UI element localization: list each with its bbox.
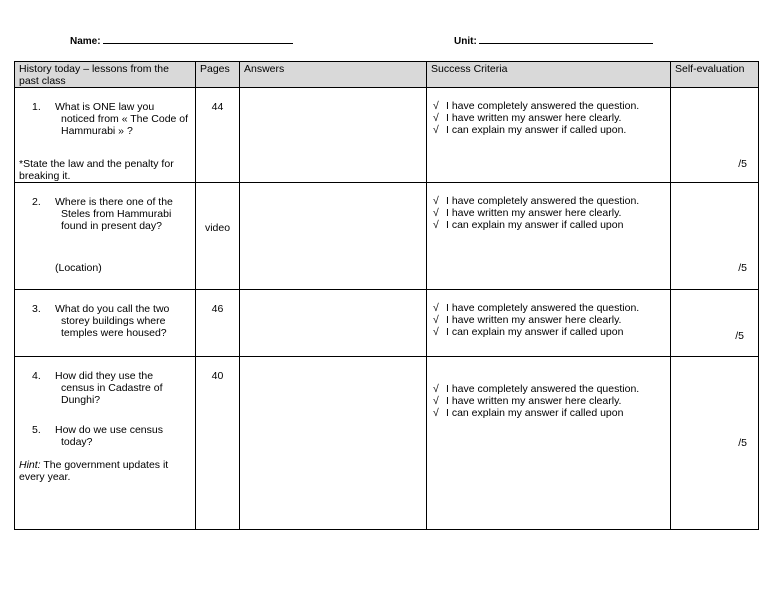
score-label: /5 — [738, 262, 747, 274]
checkmark-icon: √ — [433, 124, 439, 136]
self-eval-cell[interactable] — [671, 88, 759, 183]
criteria-cell — [427, 290, 671, 357]
question-note: *State the law and the penalty for breaking it. — [19, 158, 174, 182]
question-text: Where is there one of the Steles from Hammurabi found in present day? — [55, 196, 173, 232]
criterion: √ I have completely answered the question. — [433, 195, 640, 207]
hint-text: The government updates it every year. — [19, 459, 169, 483]
question-number: 2. — [32, 196, 41, 208]
criterion: √ I have written my answer here clearly. — [433, 395, 622, 407]
self-eval-cell[interactable] — [671, 290, 759, 357]
checkmark-icon: √ — [433, 195, 439, 207]
pages-header: Pages — [196, 62, 240, 88]
answers-header: Answers — [240, 62, 427, 88]
hint — [19, 459, 191, 483]
criterion: √ I have completely answered the question. — [433, 302, 640, 314]
criterion: √ I can explain my answer if called upon. — [433, 124, 627, 136]
table-row — [15, 290, 759, 357]
checkmark-icon: √ — [433, 407, 439, 419]
question-item — [32, 196, 189, 232]
pages-value: 46 — [211, 303, 224, 315]
checkmark-icon: √ — [433, 219, 439, 231]
question-cell — [15, 290, 196, 357]
criteria-cell — [427, 88, 671, 183]
worksheet-table — [14, 61, 759, 530]
checkmark-icon: √ — [433, 207, 439, 219]
question-text: What is ONE law you noticed from « The Code of Hammurabi » ? — [55, 101, 189, 137]
question-item — [32, 424, 189, 448]
question-item — [32, 303, 189, 339]
answer-cell[interactable] — [240, 88, 427, 183]
pages-cell — [196, 88, 240, 183]
score-label: /5 — [738, 437, 747, 449]
question-cell — [15, 183, 196, 290]
question-number: 1. — [32, 101, 41, 113]
criterion: √ I have written my answer here clearly. — [433, 112, 622, 124]
question-text: How did they use the census in Cadastre of Dunghi? — [55, 370, 163, 406]
unit-field[interactable] — [454, 34, 653, 47]
self-eval-cell[interactable] — [671, 183, 759, 290]
criteria-cell — [427, 357, 671, 530]
question-text: How do we use census today? — [55, 424, 163, 448]
checkmark-icon: √ — [433, 314, 439, 326]
score-label: /5 — [735, 330, 744, 342]
checkmark-icon: √ — [433, 383, 439, 395]
score-label: /5 — [738, 158, 747, 170]
criterion: √ I can explain my answer if called upon — [433, 407, 624, 419]
question-item — [32, 101, 189, 137]
checkmark-icon: √ — [433, 100, 439, 112]
unit-line — [479, 34, 653, 44]
answer-cell[interactable] — [240, 357, 427, 530]
question-header: History today – lessons from the past class — [15, 62, 196, 88]
self-eval-header: Self-evaluation — [671, 62, 759, 88]
hint-label: Hint: — [19, 459, 41, 471]
criterion: √ I have completely answered the question. — [433, 100, 640, 112]
name-line — [103, 34, 293, 44]
name-label: Name: — [70, 36, 101, 47]
answer-cell[interactable] — [240, 183, 427, 290]
criterion: √ I can explain my answer if called upon — [433, 219, 624, 231]
checkmark-icon: √ — [433, 112, 439, 124]
pages-cell — [196, 290, 240, 357]
table-row — [15, 88, 759, 183]
question-text: What do you call the two storey buildings where temples were housed? — [55, 303, 170, 339]
question-number: 3. — [32, 303, 41, 315]
question-number: 5. — [32, 424, 41, 436]
criterion: √ I can explain my answer if called upon — [433, 326, 624, 338]
self-eval-cell[interactable] — [671, 357, 759, 530]
question-note: (Location) — [55, 262, 102, 274]
pages-value: video — [204, 222, 231, 234]
pages-value: 40 — [211, 370, 224, 382]
table-row — [15, 183, 759, 290]
unit-label: Unit: — [454, 36, 477, 47]
answer-cell[interactable] — [240, 290, 427, 357]
name-field[interactable] — [70, 34, 293, 47]
header-row — [15, 62, 759, 88]
checkmark-icon: √ — [433, 302, 439, 314]
checkmark-icon: √ — [433, 326, 439, 338]
pages-cell — [196, 183, 240, 290]
question-item — [32, 370, 189, 406]
criterion: √ I have completely answered the question. — [433, 383, 640, 395]
criteria-header: Success Criteria — [427, 62, 671, 88]
checkmark-icon: √ — [433, 395, 439, 407]
criterion: √ I have written my answer here clearly. — [433, 207, 622, 219]
question-cell — [15, 88, 196, 183]
table-row — [15, 357, 759, 530]
criteria-cell — [427, 183, 671, 290]
question-cell — [15, 357, 196, 530]
pages-cell — [196, 357, 240, 530]
criterion: √ I have written my answer here clearly. — [433, 314, 622, 326]
question-number: 4. — [32, 370, 41, 382]
pages-value: 44 — [211, 101, 224, 113]
